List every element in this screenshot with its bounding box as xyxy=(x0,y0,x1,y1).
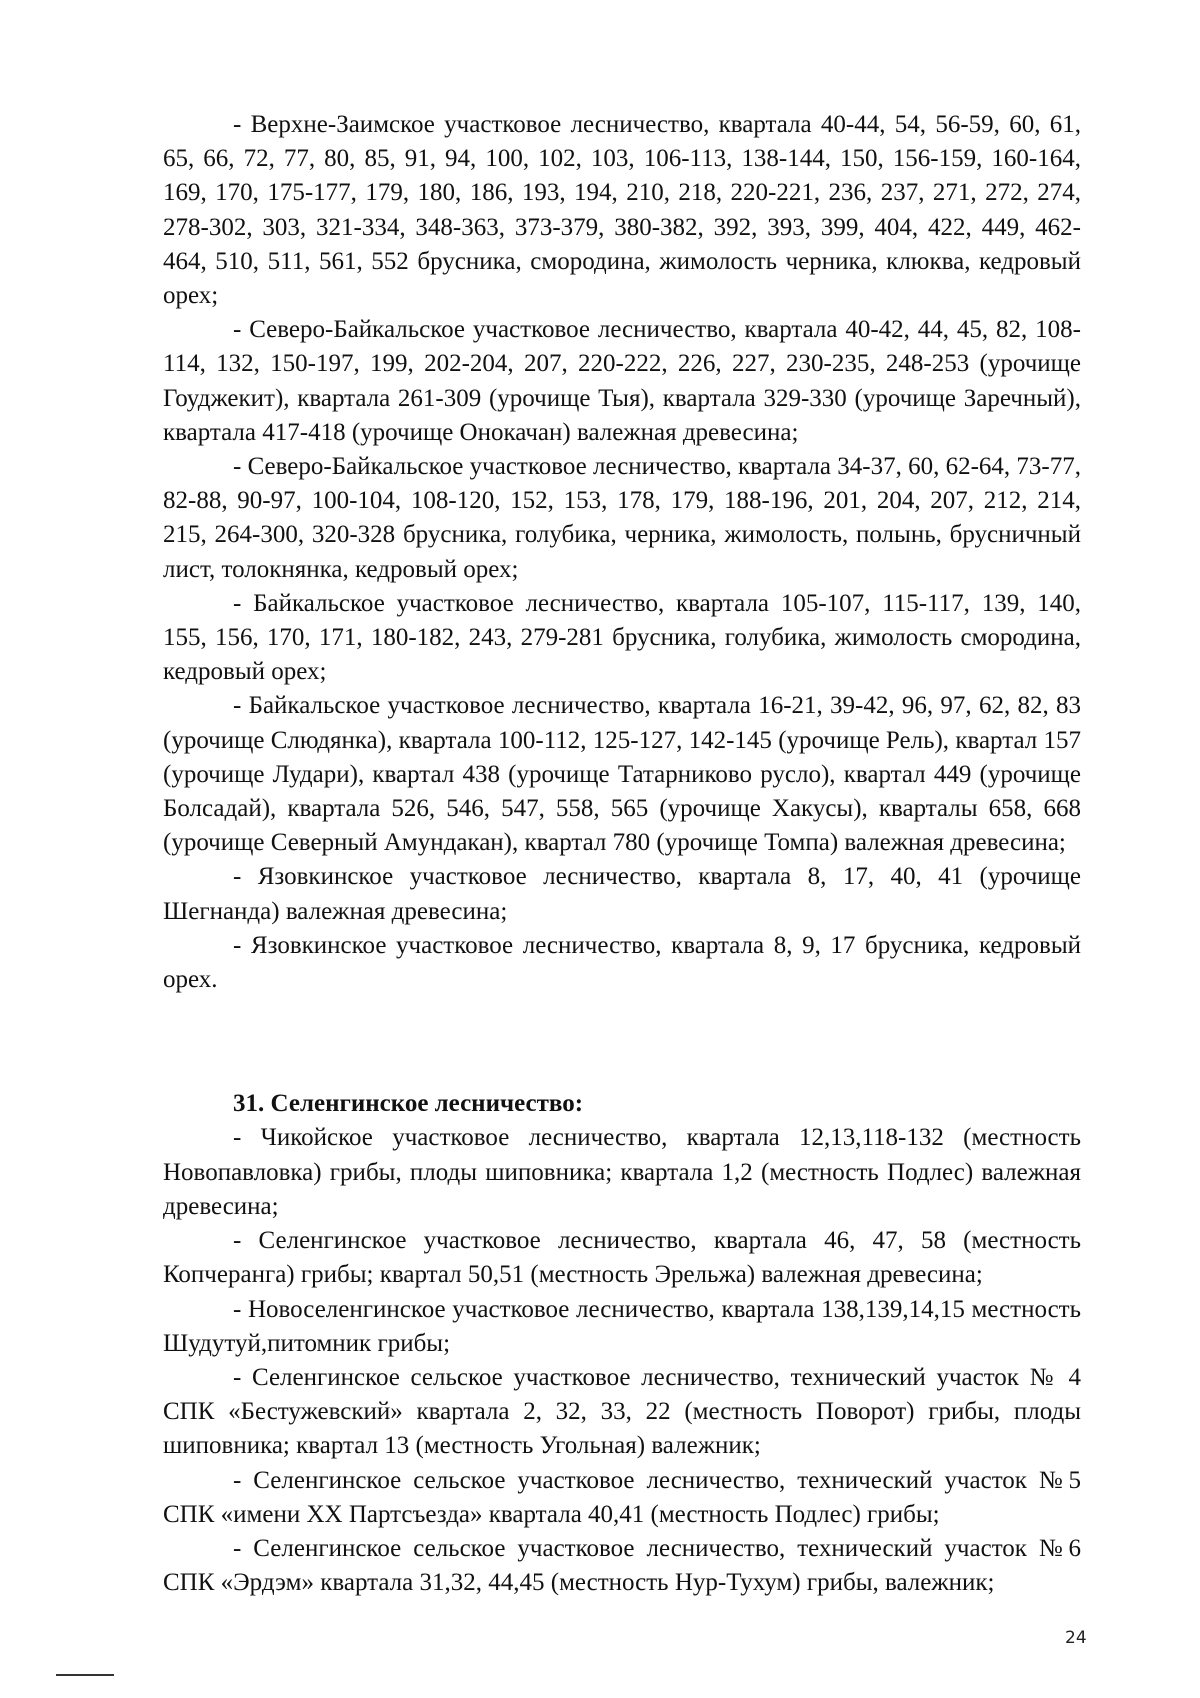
paragraph-selenginskoe-selskoe-4: - Селенгинское сельское участковое лесничество, технический участок № 4 СПК «Бестужевский» квартала 2, 32, 33, 22 (местность Поворот) грибы, плоды шиповника; квартал 13 (местность Угольная) валежник; xyxy=(163,1363,1081,1460)
paragraph-chikoiskoe: - Чикойское участковое лесничество, квартала 12,13,118-132 (местность Новопавловка) грибы, плоды шиповника; квартала 1,2 (местность Подлес) валежная древесина; xyxy=(163,1124,1081,1220)
paragraph-severo-baikalskoe-2: - Северо-Байкальское участковое лесничество, квартала 34-37, 60, 62-64, 73-77, 82-88, 90-97, 100-104, 108-120, 152, 153, 178, 179, 188-196, 201, 204, 207, 212, 214, 215, 264-300, 320-328 брусника, голубика, черника, жимолость, полынь, брусничный лист, толокнянка, кедровый орех; xyxy=(163,453,1081,583)
document-page xyxy=(163,108,1081,1600)
section-title: 31. Селенгинское лесничество: xyxy=(233,1090,584,1118)
paragraph-selenginskoe: - Селенгинское участковое лесничество, квартала 46, 47, 58 (местность Копчеранга) грибы; квартал 50,51 (местность Эрельжа) валежная древесина; xyxy=(163,1227,1081,1289)
page-number: 24 xyxy=(1065,1628,1087,1648)
paragraph-baikalskoe-2: - Байкальское участковое лесничество, квартала 16-21, 39-42, 96, 97, 62, 82, 83 (урочище Слюдянка), квартала 100-112, 125-127, 142-145 (урочище Рель), квартал 157 (урочище Лудари), квартал 438 (урочище Татарниково русло), квартал 449 (урочище Болсадай), квартала 526, 546, 547, 558, 565 (урочище Хакусы), кварталы 658, 668 (урочище Северный Амундакан), квартал 780 (урочище Томпа) валежная древесина; xyxy=(163,692,1081,857)
paragraph-selenginskoe-selskoe-5: - Селенгинское сельское участковое лесничество, технический участок №5 СПК «имени XX Партсъезда» квартала 40,41 (местность Подлес) грибы; xyxy=(163,1466,1081,1528)
footer-rule xyxy=(56,1674,114,1676)
paragraph-verkhne-zaimskoe: - Верхне-Заимское участковое лесничество, квартала 40-44, 54, 56-59, 60, 61, 65, 66, 72, 77, 80, 85, 91, 94, 100, 102, 103, 106-113, 138-144, 150, 156-159, 160-164, 169, 170, 175-177, 179, 180, 186, 193, 194, 210, 218, 220-221, 236, 237, 271, 272, 274, 278-302, 303, 321-334, 348-363, 373-379, 380-382, 392, 393, 399, 404, 422, 449, 462-464, 510, 511, 561, 552 брусника, смородина, жимолость черника, клюква, кедровый орех; xyxy=(163,111,1081,310)
paragraph-novoselenginskoe: - Новоселенгинское участковое лесничество, квартала 138,139,14,15 местность Шудутуй,питомник грибы; xyxy=(163,1295,1081,1357)
paragraph-yazovkinskoe-2: - Язовкинское участковое лесничество, квартала 8, 9, 17 брусника, кедровый орех. xyxy=(163,931,1081,994)
paragraph-severo-baikalskoe-1: - Северо-Байкальское участковое лесничество, квартала 40-42, 44, 45, 82, 108-114, 132, 150-197, 199, 202-204, 207, 220-222, 226, 227, 230-235, 248-253 (урочище Гоуджекит), квартала 261-309 (урочище Тыя), квартала 329-330 (урочище Заречный), квартала 417-418 (урочище Онокачан) валежная древесина; xyxy=(163,316,1081,446)
paragraph-selenginskoe-selskoe-6: - Селенгинское сельское участковое лесничество, технический участок №6 СПК «Эрдэм» квартала 31,32, 44,45 (местность Нур-Тухум) грибы, валежник; xyxy=(163,1534,1081,1597)
paragraph-yazovkinskoe-1: - Язовкинское участковое лесничество, квартала 8, 17, 40, 41 (урочище Шегнанда) валежная древесина; xyxy=(163,863,1081,925)
paragraph-baikalskoe-1: - Байкальское участковое лесничество, квартала 105-107, 115-117, 139, 140, 155, 156, 170, 171, 180-182, 243, 279-281 брусника, голубика, жимолость смородина, кедровый орех; xyxy=(163,589,1081,686)
